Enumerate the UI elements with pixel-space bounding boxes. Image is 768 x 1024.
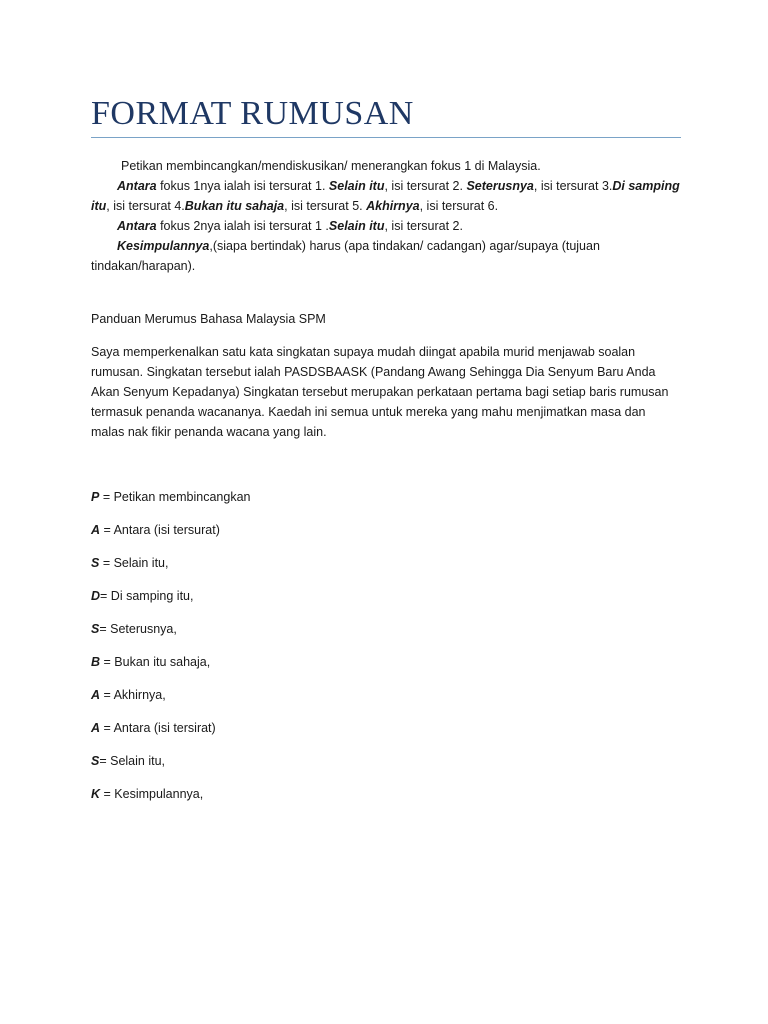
list-text: = Di samping itu, [100, 589, 194, 603]
list-item [91, 553, 681, 586]
list-text: = Bukan itu sahaja, [100, 655, 211, 669]
discourse-marker: Kesimpulannya [117, 239, 210, 253]
list-text: = Petikan membincangkan [99, 490, 251, 504]
list-letter: S [91, 622, 100, 636]
format-intro [91, 156, 681, 276]
list-item [91, 619, 681, 652]
list-text: = Selain itu, [99, 556, 169, 570]
list-text: = Antara (isi tersurat) [100, 523, 220, 537]
list-letter: B [91, 655, 101, 669]
list-text: = Seterusnya, [99, 622, 177, 636]
list-item [91, 718, 681, 751]
intro-line-3 [91, 216, 681, 236]
list-letter: P [91, 490, 100, 504]
list-letter: A [91, 523, 101, 537]
text-run: , isi tersurat 5. [284, 199, 367, 213]
acronym-list [91, 487, 681, 817]
list-text: = Antara (isi tersirat) [100, 721, 216, 735]
list-letter: D [91, 589, 101, 603]
list-letter: A [91, 688, 101, 702]
title-underline [91, 137, 681, 138]
text-run: fokus 1nya ialah isi tersurat 1. [156, 179, 329, 193]
list-text: = Akhirnya, [100, 688, 166, 702]
discourse-marker: Seterusnya [466, 179, 534, 193]
section-heading: Panduan Merumus Bahasa Malaysia SPM [91, 312, 326, 326]
document-title: FORMAT RUMUSAN [91, 95, 414, 132]
text-run: fokus 2nya ialah isi tersurat 1 . [156, 219, 329, 233]
list-text: = Selain itu, [99, 754, 166, 768]
discourse-marker: Akhirnya [366, 199, 420, 213]
list-item [91, 784, 681, 817]
text-run: , isi tersurat 2. [384, 219, 463, 233]
list-item [91, 685, 681, 718]
discourse-marker: Antara [117, 179, 157, 193]
discourse-marker: Selain itu [328, 179, 385, 193]
panduan-paragraph [91, 342, 681, 442]
list-item [91, 652, 681, 685]
paragraph-text: Saya memperkenalkan satu kata singkatan supaya mudah diingat apabila murid menjawab soalan rumusan. Singkatan tersebut ialah PASDSBAASK (Pandang Awang Sehingga Dia Senyum Baru Anda Akan Senyum Kepadanya) Singkatan tersebut merupakan perkataan pertama bagi setiap baris rumusan termasuk penanda wacananya. Kaedah ini semua untuk mereka yang mahu menjimatkan masa dan malas nak fikir penanda wacana yang lain. [91, 345, 669, 439]
list-letter: S [91, 754, 100, 768]
discourse-marker: Di samping itu [91, 179, 680, 213]
list-item [91, 520, 681, 553]
list-letter: K [91, 787, 101, 801]
text-run: , isi tersurat 2. [384, 179, 467, 193]
discourse-marker: Antara [117, 219, 157, 233]
list-item [91, 586, 681, 619]
intro-line-2 [91, 176, 681, 216]
discourse-marker: Bukan itu sahaja [184, 199, 285, 213]
intro-line-1: Petikan membincangkan/mendiskusikan/ menerangkan fokus 1 di Malaysia. [121, 159, 541, 173]
intro-line-4 [91, 236, 681, 276]
list-text: = Kesimpulannya, [100, 787, 204, 801]
text-run: ,(siapa bertindak) harus (apa tindakan/ cadangan) agar/supaya (tujuan tindakan/harapan). [91, 239, 600, 273]
list-item [91, 487, 681, 520]
list-letter: A [91, 721, 101, 735]
text-run: , isi tersurat 3. [533, 179, 613, 193]
text-run: , isi tersurat 4. [106, 199, 185, 213]
list-letter: S [91, 556, 100, 570]
list-item [91, 751, 681, 784]
text-run: , isi tersurat 6. [419, 199, 499, 213]
discourse-marker: Selain itu [328, 219, 385, 233]
